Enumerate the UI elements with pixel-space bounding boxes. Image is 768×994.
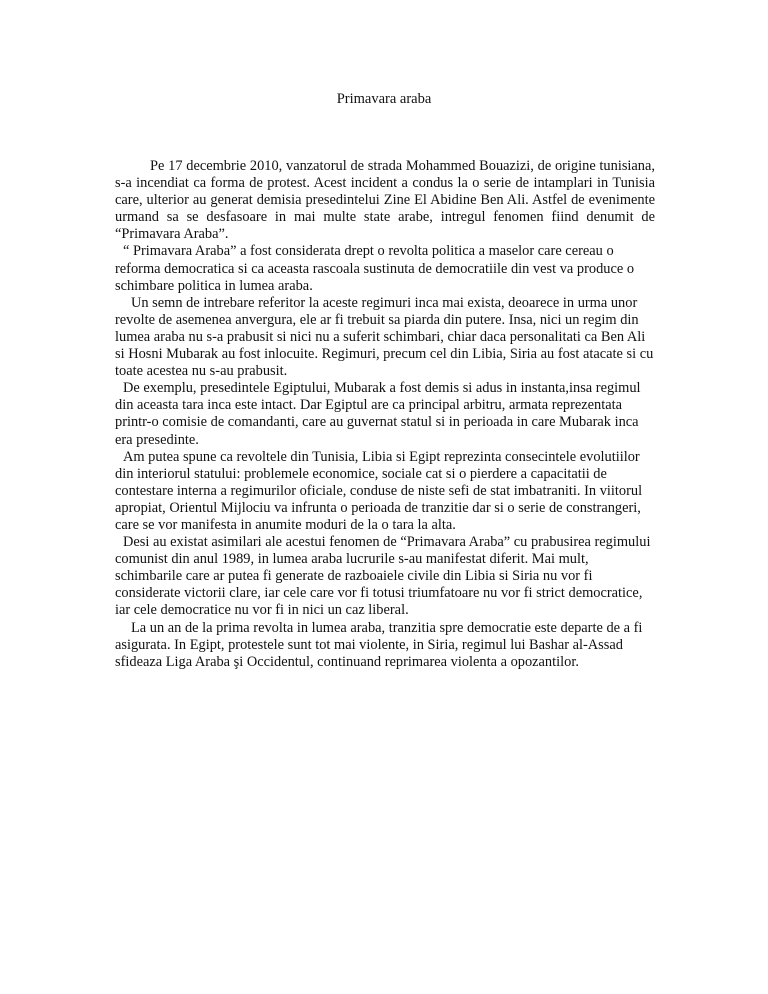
paragraph-regimes: Un semn de intrebare referitor la aceste regimuri inca mai exista, deoarece in urma unor revolte de asemenea anvergura, ele ar fi trebuit sa piarda din putere. Insa, nici un regim din lumea araba nu s-a prabusit si nici nu a suferit schimbari, chiar daca personalitati ca Ben Ali si Hosni Mubarak au fost inlocuite. Regimuri, precum cel din Libia, Siria au fost atacate si cu toate acestea nu s-au prabusit. <box>115 294 654 380</box>
paragraph-intro: Pe 17 decembrie 2010, vanzatorul de strada Mohammed Bouazizi, de origine tunisiana, s-a incendiat ca forma de protest. Acest incident a condus la o serie de intamplari in Tunisia care, ulterior au generat demisia presedintelui Zine El Abidine Ben Ali. Astfel de evenimente urmand sa se desfasoare in mai multe state arabe, intregul fenomen fiind denumit de “Primavara Araba”. <box>115 158 655 243</box>
paragraph-egypt-example: De exemplu, presedintele Egiptului, Mubarak a fost demis si adus in instanta,insa regimul din aceasta tara inca este intact. Dar Egiptul are ca principal arbitru, armata reprezentata printr-o comisie de comandanti, care au guvernat statul si in perioada in care Mubarak inca era presedinte. <box>115 380 641 448</box>
paragraph-conclusion: La un an de la prima revolta in lumea araba, tranzitia spre democratie este departe de a fi asigurata. In Egipt, protestele sunt tot mai violente, in Siria, regimul lui Bashar al-Assad sfideaza Liga Araba şi Occidentul, continuand reprimarea violenta a opozantilor. <box>115 619 643 670</box>
paragraph-causes: Am putea spune ca revoltele din Tunisia, Libia si Egipt reprezinta consecintele evolutiilor din interiorul statului: problemele economice, sociale cat si o pierdere a capacitatii de contestare interna a regimurilor oficiale, conduse de niste sefi de stat imbatraniti. In viitorul apropiat, Orientul Mijlociu va infrunta o perioada de tranzitie dar si o serie de constrangeri, care se vor manifesta in anumite moduri de la o tara la alta. <box>115 448 643 533</box>
paragraph-comparison: Desi au existat asimilari ale acestui fenomen de “Primavara Araba” cu prabusirea regimului comunist din anul 1989, in lumea araba lucrurile s-au manifestat diferit. Mai mult, schimbarile care ar putea fi generate de razboaiele civile din Libia si Siria nu vor fi considerate victorii clare, iar cele care vor fi totusi triumfatoare nu vor fi strict democratice, iar cele democratice nu vor fi in nici un caz liberal. <box>115 534 651 619</box>
document-body <box>115 158 655 671</box>
paragraph-definition: “ Primavara Araba” a fost considerata drept o revolta politica a maselor care cereau o reforma democratica si ca aceasta rascoala sustinuta de democratiile din vest va produce o schimbare politica in lumea araba. <box>115 243 635 294</box>
document-title: Primavara araba <box>336 91 432 107</box>
